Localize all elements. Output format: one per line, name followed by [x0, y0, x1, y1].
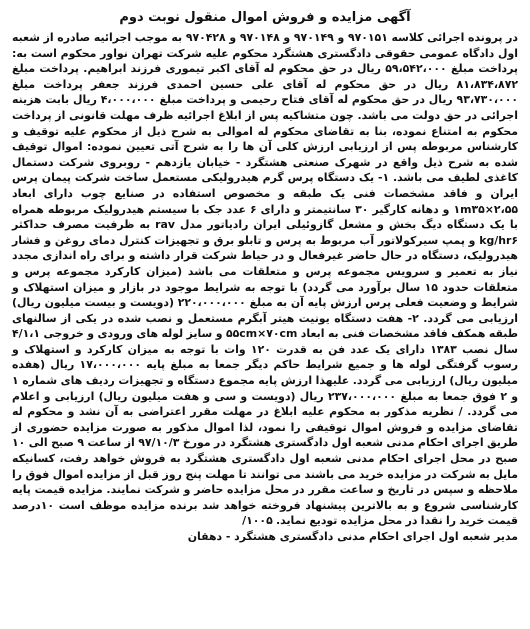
notice-body: در پرونده اجرائی کلاسه ۹۷۰۱۵۱ و ۹۷۰۱۴۹ و ۹۷۰۱۴۸ و ۹۷۰۴۲۸ به موجب اجرائیه صادره از شعبه اول دادگاه عمومی حقوقی دادگستری هشتگرد محکوم علیه شرکت تهران نواور محکوم است به: پرداخت مبلغ ۵۹،۵۴۲،۰۰۰ ریال در حق محکوم له آقای اکبر تیموری فرزند ابراهیم. پرداخت مبلغ ۸۱،۸۳۴،۸۷۲ ریال در حق محکوم له آقای علی حسین احمدی فرزند جعفر پرداخت مبلغ ۹۳،۷۳۰،۰۰۰ ریال در حق محکوم له آقای فتاح رحیمی و پرداخت مبلغ ۴،۰۰۰،۰۰۰ ریال بابت هزینه اجرائی در حق دولت می باشد. چون متشاکیه پس از ابلاغ اجرائیه ظرف مهلت قانونی از پرداخت محکوم به امتناع نموده، بنا به تقاضای محکوم له اموالی به شرح ذیل از محکوم علیه توقیف و کارشناس مربوطه پس از ارزیابی ارزش کلی آن ها را به شرح آتی تعیین نموده: اموال توقیف شده به شرح ذیل واقع در شهرک صنعتی هشتگرد - خیابان یازدهم - روبروی شرکت دستمال کاغذی لطیف می باشد. ۱- یک دستگاه پرس گرم هیدرولیکی مستعمل ساخت شرکت پیمان پرس ایران و فاقد مشخصات فنی یک طبقه و مخصوص استفاده در صنایع چوب دارای ابعاد ۲،۵۵×۱m۳۵ و دهانه کارگیر ۳۰ سانتیمتر و دارای ۶ عدد جک با سیستم هیدرولیک مربوطه همراه با یک دستگاه دیگ بخش و مشعل گازوئیلی ایران رادیاتور مدل rav به ظرفیت مصرف حداکثر kg/hr۶ و پمپ سیرکولاتور آب مربوط به پرس و تابلو برق و تجهیزات کنترل دمای روغن و فشار هیدرولیک، دستگاه در حال حاضر غیرفعال و در حیاط شرکت قرار داشته و برای راه اندازی مجدد نیاز به تعمیر و سرویس مجموعه پرس و متعلقات می باشد (میزان کارکرد مجموعه پرس و متعلقات حدود ۱۵ سال برآورد می گردد) با توجه به شرایط موجود در بازار و میزان استهلاک و شرایط و وضعیت فعلی پرس ارزش پایه آن به مبلغ ۲۲۰،۰۰۰،۰۰۰ (دویست و بیست میلیون ریال) ارزیابی می گردد. ۲- هفت دستگاه یونیت هیتر آبگرم مستعمل و نصب شده در یکی از سالنهای طبقه همکف فاقد مشخصات فنی به ابعاد ۵۵cm×۷۰cm و سایز لوله های ورودی و خروجی ۴/۱،۱ سال نصب ۱۳۸۳ دارای یک عدد فن به قدرت ۱۲۰ وات با توجه به میزان کارکرد و استهلاک و رسوب گرفتگی لوله ها و جمیع شرایط حاکم دیگر جمعا به مبلغ پایه ۱۷،۰۰۰،۰۰۰ ریال (هفده میلیون ریال) ارزیابی می گردد. علیهذا ارزش پایه مجموع دستگاه و تجهیزات ردیف های شماره ۱ و ۲ فوق جمعا به مبلغ ۲۳۷،۰۰۰،۰۰۰ ریال (دویست و سی و هفت میلیون ریال) ارزیابی و اعلام می گردد. / نظریه مذکور به محکوم علیه ابلاغ در مهلت مقرر اعتراضی به آن نشد و محکوم له تقاضای مزایده و فروش اموال توقیفی را نمود، لذا اموال مذکور به صورت مزایده حضوری از طریق اجرای احکام مدنی شعبه اول دادگستری هشتگرد در مورخ ۹۷/۱۰/۳ از ساعت ۹ صبح الی ۱۰ صبح در محل اجرای احکام مدنی شعبه اول دادگستری هشتگرد به فروش خواهد رفت، کسانیکه مایل به شرکت در مزایده خرید می باشند می توانند تا مهلت پنج روز قبل از مزایده اموال فوق را ملاحظه و سپس در تاریخ و ساعت مقرر در محل مزایده حاضر و شرکت نمایند. مزایده قیمت پایه کارشناسی شروع و به بالاترین پیشنهاد فروخته خواهد شد برنده مزایده موظف است ۱۰درصد قیمت خرید را نقدا در محل مزایده تودیع نماید. ۱۰۰۵/ — [12, 31, 519, 528]
notice-title: آگهی مزایده و فروش اموال منقول نوبت دوم — [119, 10, 411, 25]
auction-notice — [12, 10, 518, 621]
notice-signature: مدیر شعبه اول اجرای احکام مدنی دادگستری هشتگرد - دهقان — [187, 530, 518, 543]
